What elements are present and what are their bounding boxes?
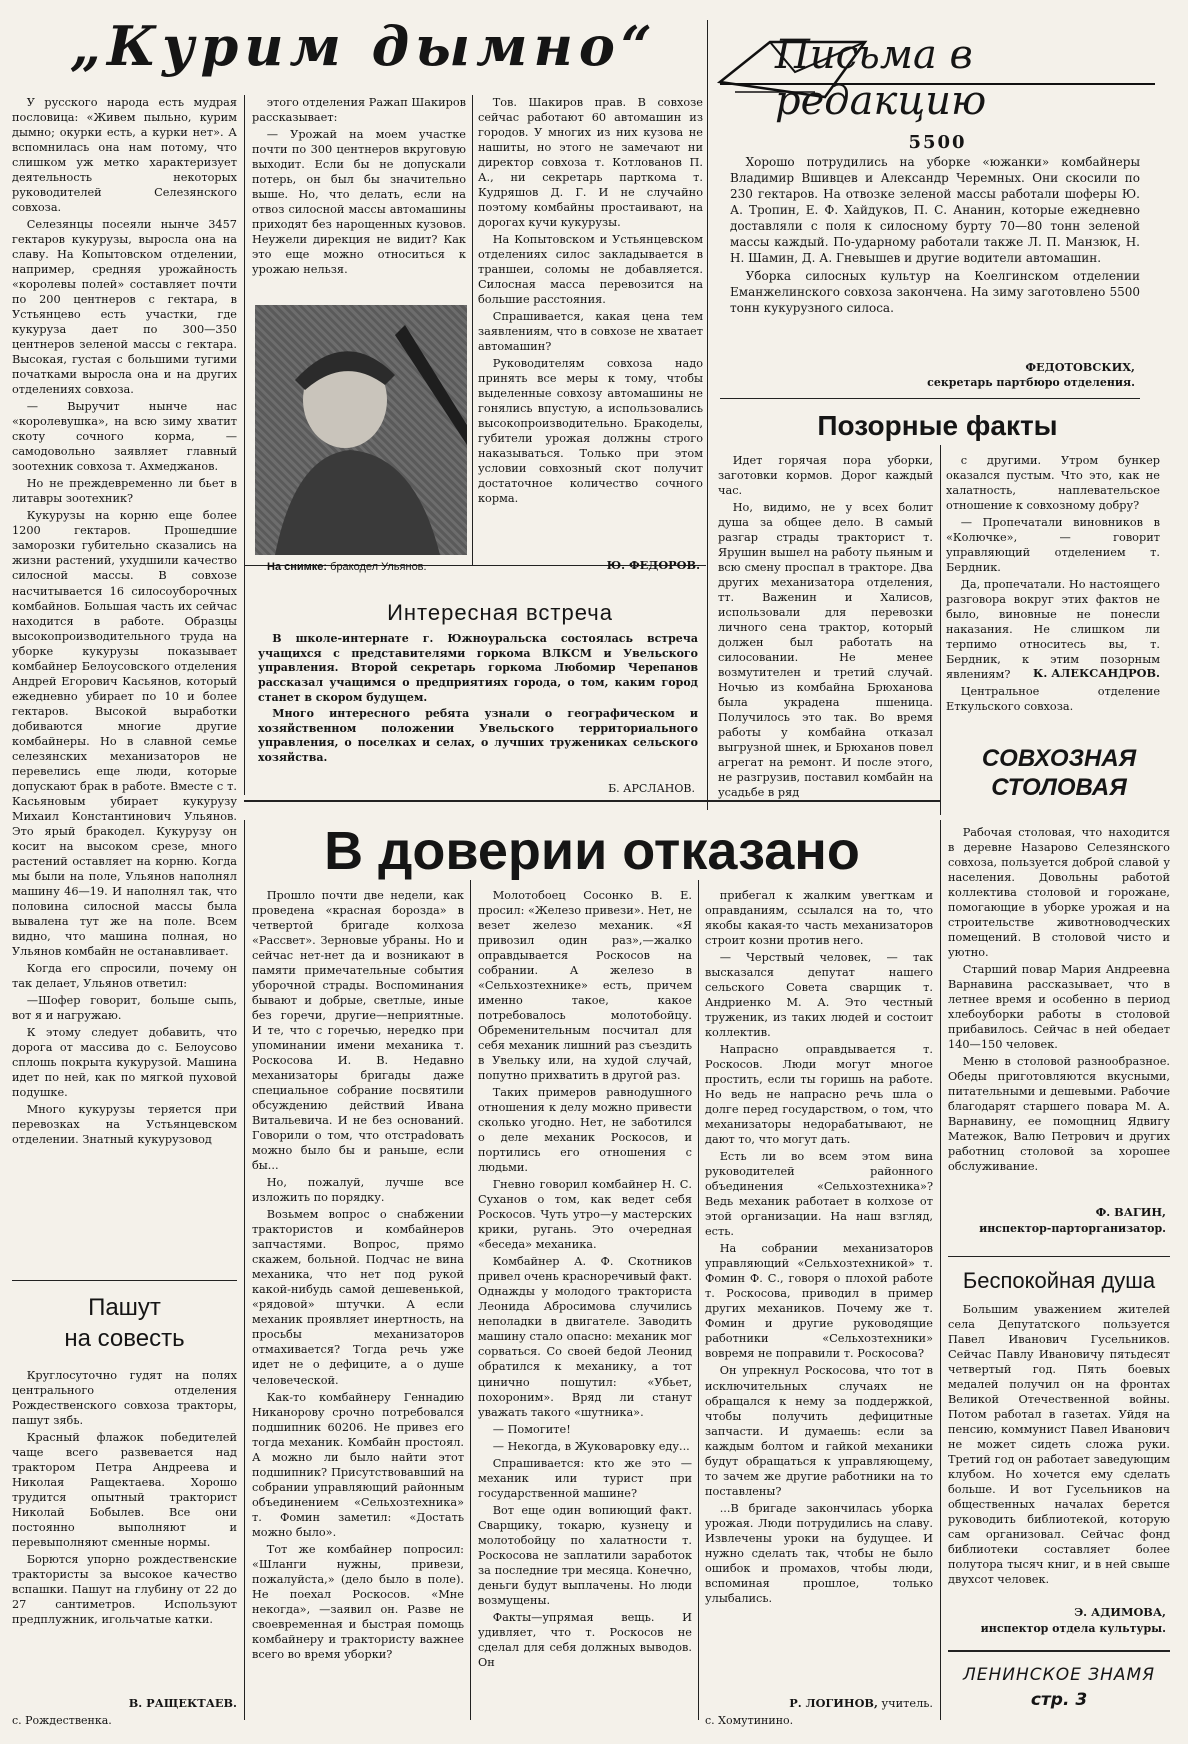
paragraph: Таких примеров равнодушного отношения к делу можно привести сколько угодно. Нет, не заботился о деле механик Роскосов, и портились его отношения с людьми. [478,1086,692,1175]
paragraph: Уборка силосных культур на Коелгинском отделении Еманжелинского совхоза закончена. На зиму заготовлено 5500 тонн кукурузного силоса. [730,268,1140,315]
section-divider [948,1256,1170,1257]
paragraph: Кукурузы на корню еще более 1200 гектаров. Прошедшие заморозки губительно сказались на жизни растений, ухудшили качество силосной массы. В совхозе насчитывается 16 силосоуборочных комбайнов. Большая часть их сейчас находится в работе. Образцы высокопроизводительного труда на уборке кукурузы показывает комбайнер Белоусовского отделения Андрей Егорович Касьянов, который ежедневно убирает по 10 и более гектаров. Высокой выработки добиваются многие другие комбайнеры. Но в славной семье селезянских механизаторов не перевелись еще люди, которые допускают брак в работе. Вместе с т. Касьяновым убирает кукурузу Михаил Константинович Ульянов. Это ярый бракодел. Кукурузу он косит на высоком срезе, много растений оставляет на корню. Когда мы были на поле, Ульянов наполнял машину 46—19. И наполнял так, что половина силосной массы была вывалена тут же на поле. Всем видно, что машина полная, но Ульянов комбайн не останавливает. [12,509,237,958]
paragraph: Возьмем вопрос о снабжении трактористов и комбайнеров запчастями. Вопрос, прямо скажем, больной. Подчас не вина механика, что нет под рукой какой-нибудь самой дешевенькой, «рядовой» штучки. А если механик проявляет инертность, на просьбы механизаторов отмахивается? Тогда речь уже идет не о дефиците, а о душе человеческой. [252,1208,464,1387]
section-divider [720,398,1140,399]
paragraph: Спрашивается: кто же это — механик или турист при государственной машине? [478,1456,692,1500]
paragraph: — Помогите! [492,1422,571,1436]
section-divider [12,1280,237,1281]
paragraph: — Выручит нынче нас «королевушка», на всю зиму хватит скоту сочного корма, — самодовольно заявляет главный зоотехник совхоза т. Ахмеджанов. [12,400,237,474]
paragraph: Тот же комбайнер попросил: «Шланги нужны, привези, пожалуйста,» (дело было в поле). Не поехал Роскосов. «Мне некогда», —заявил он. Разве не своевременная и быстрая помощь комбайнеру и трактористу важнее всего во время уборки? [252,1542,464,1661]
paragraph: Рабочая столовая, что находится в деревне Назарово Селезянского совхоза, пользуется доброй славой у населения. Довольны работой коллектива столовой и горожане, помогающие в уборке урожая и на строительстве животноводческих помещений. В столовой чисто и уютно. [948,826,1170,960]
column-rule [472,95,473,565]
paragraph: Но, пожалуй, лучше все изложить по порядку. [252,1176,464,1205]
paragraph: Прошло почти две недели, как проведена «красная борозда» в четвертой бригаде колхоза «Рассвет». Зерновые убраны. Но и сейчас нет-нет да и возникают в памяти примечательные события уборочной страды. Воспоминания бывают и добрые, светлые, иные без горечи, другие—неприятные. И те, что с горечью, нередко при упоминании имени механика т. Роскосова И. В. Недавно механизаторы бригады даже специальное собрание посвятили обсуждению действий Ивана Витальевича. И не без оснований. Говорили о том, что отстраdовать можно было бы и раньше, если бы... [252,889,464,1173]
article-pashut-title [12,1292,237,1354]
paragraph: Борются упорно рождественские трактористы за высокое качество вспашки. Пашут на глубину от 22 до 27 сантиметров. Используют предплужник, игольчатые катки. [12,1553,237,1627]
paragraph: Но не преждевременно ли бьет в литавры зоотехник? [12,477,237,506]
letters-headline: 5500 [908,132,967,153]
paragraph: —Шофер говорит, больше сыпь, вот я и нагружаю. [12,993,237,1022]
article-stolovaya-title [948,745,1170,803]
paragraph: Молотобоец Сосонко В. Е. просил: «Железо привези». Нет, не везет железо механик. «Я привозил один раз»,—жалко оправдывается Роскосов на собрании. А железо в «Сельхозтехнике» есть, причем именно такое, какое потребовалось молотобойцу. Обременительным посчитал для себя механик лишний раз съездить в Увельку или, на худой случай, попутно прихватить в другой раз. [478,889,693,1083]
photo-ulyanov [255,305,467,555]
article-doverie-col1 [252,888,464,1734]
signature-role: учитель. [881,1697,933,1710]
paragraph: Он упрекнул Роскосова, что тот в исключительных случаях не обращался к нему за поддержкой, чтобы получить дефицитные запчасти. И думаешь: если за каждым болтом и гайкой механики будут обращаться к управляющему, то зачем же другие работники на то поставлены? [705,1364,933,1498]
article-doverie-title: В доверии отказано [324,821,860,881]
article-stolovaya-body [948,825,1170,1200]
paragraph: Спрашивается, какая цена тем заявлениям, что в совхозе не хватает автомашин? [478,310,703,354]
footer-paper-name: ЛЕНИНСКОЕ ЗНАМЯ [962,1665,1156,1685]
letters-banner-title: Письма в редакцию [775,32,987,124]
column-rule [698,880,699,1720]
letters-signature: ФЕДОТОВСКИХ, [1025,360,1135,374]
paragraph: прибегал к жалким увerткам и оправданиям, ссылался на то, что якобы какая-то часть механизаторов строит козни против него. [705,889,933,948]
article-kurim-col1 [12,95,237,1280]
article-dusha-body [948,1302,1170,1602]
paragraph: На Копытовском и Устьянцевском отделениях силос закладывается в траншеи, соломы не добавляется. Силосная масса перевозится на большие расстояния. [478,233,703,307]
paragraph: Как-то комбайнеру Геннадию Никанорову срочно потребовался подшипник 60206. Не привез его тогда механик. Комбайн простоял. А можно ли было найти этот подшипник? Присутствовавший на собрании управляющий районным объединением «Сельхозтехника» т. Фомин заметил: «Достать можно было». [252,1390,464,1539]
article-dusha-signature: Э. АДИМОВА, [1074,1605,1166,1619]
paragraph: Красный флажок победителей чаще всего развевается над трактором Петра Андреева и Николая Ращектаева. Хорошо трудится опытный тракторист Николай Бобылев. Все они постоянно выполняют и перевыполняют сменные нормы. [12,1431,237,1550]
article-pashut-note: с. Рождественка. [12,1714,112,1727]
photo-caption [267,561,477,573]
title-line: Пашут [88,1294,161,1321]
column-rule [244,820,245,1720]
article-kurim-col2 [252,95,466,300]
photo-caption-lead: На снимке: [267,561,328,573]
paragraph: Руководителям совхоза надо принять все меры к тому, чтобы выделенные совхозу автомашины не гонялись впустую, а использовались высокопроизводительно. Бракоделы, губители урожая должны строго наказываться. Только при этом условии совхозный скот получит достаточное количество сочного корма. [478,357,703,506]
paragraph: Много кукурузы теряется при перевозках на Устьянцевском отделении. Знатный кукурузовод [12,1103,237,1147]
article-kurim-col3 [478,95,703,555]
paragraph: Есть ли во всем этом вина руководителей районного объединения «Сельхозтехника»? Ведь механик работает в колхозе от этой организации. На наш взгляд, есть. [705,1150,933,1239]
paragraph: Комбайнер А. Ф. Скотников привел очень красноречивый факт. Однажды у молодого тракториста Леонида Абросимова случились неполадки в двигателе. Заводить машину стало опасно: механик мог сорваться. Со своей бедой Леонид обратился к механику, а тот цинично пошутил: «Убьет, похороним». Вряд ли станут уважать такого «шутника». [478,1255,692,1419]
title-line: СТОЛОВАЯ [991,773,1127,801]
article-pashut-body [12,1368,237,1688]
paragraph: Вот еще один вопиющий факт. Сварщику, токарю, кузнецу и молотобойцу по халатности т. Роскосова не заплатили заработок за последние три месяца. Конечно, деньги будут выплачены. Но люди возмущены. [478,1503,692,1607]
article-vstrecha-title: Интересная встреча [387,600,613,625]
paragraph: ...В бригаде закончилась уборка урожая. Люди потрудились на славу. Извлечены уроки на будущее. И нужно сделать так, чтобы не было ошибок и промахов, чтобы люди, вспоминая прошлое, только улыбались. [705,1501,933,1605]
paragraph: — Некогда, в Жуковаровку еду... [492,1439,690,1453]
paragraph: Много интересного ребята узнали о географическом и хозяйственном положении Увельского территориального управления, о поселках и селах, о лучших тружениках сельского хозяйства. [258,707,698,764]
article-pozor-signature: К. АЛЕКСАНДРОВ. [1033,666,1160,680]
paragraph: Но, видимо, не у всех болит душа за общее дело. В самый разгар страды тракторист т. Ярушин вышел на работу пьяным и всю смену проспал в тракторе. Два других механизатора отделения, тт. Важенин и Халисов, использовали для перевозки личного сена трактор, который должен был работать на силосовании. Не менее возмутителен и третий случай. Ночью из комбайна Брюханова была украдена пшеница. Получилось это так. Во время работы у комбайна отказал выгрузной шнек, и Брюханов повел агрегат на ремонт. И после этого, не разгрузив, поставил комбайн на усадьбе в ряд [718,501,933,800]
article-doverie-col2 [478,888,692,1734]
paragraph: Тов. Шакиров прав. В совхозе сейчас работают 60 автомашин из городов. У многих из них кузова не нашиты, но этого не замечают ни директор совхоза т. Котлованов П. А., ни секретарь парткома т. Кудряшов Д. Г. И не случайно поэтому комбайны простаивают, на дорогах кучи кукурузы. [478,96,703,230]
article-doverie-col3 [705,888,933,1688]
article-doverie-note: с. Хомутинино. [705,1714,794,1727]
article-vstrecha-signature: Б. АРСЛАНОВ. [608,782,695,795]
article-pozor-title: Позорные факты [817,410,1058,441]
paragraph: Селезянцы посеяли нынче 3457 гектаров кукурузы, выросла она на славу. На Копытовском отделении, например, средняя урожайность «королевы полей» составляет почти по 200 центнеров с гектара, в Устьянцево есть участки, где кукуруза дает по 300—350 центнеров зеленой массы с гектара. Высокая, густая с большими тугими початками выросла она и на других отделениях совхоза. [12,218,237,397]
paragraph: Большим уважением жителей села Депутатского пользуется Павел Иванович Гусельников. Сейчас Павлу Ивановичу пятьдесят четвертый год. Пять боевых медалей получил он на фронтах Великой Отечественной войны. Потом работал в газетах. Уйдя на пенсию, коммунист Павел Иванович не может сидеть сложа руки. Третий год он работает заведующим клубом. Но хочется ему сделать больше. И вот Гусельников на общественных началах берется руководить библиотекой, которую сам организовал. Сейчас фонд библиотеки составляет более полутора тысяч книг, и в ней свыше двухсот человек. [948,1303,1170,1587]
paragraph: Идет горячая пора уборки, заготовки кормов. Дорог каждый час. [718,454,933,498]
article-pashut-signature: В. РАЩЕКТАЕВ. [128,1696,237,1710]
paragraph: Да, пропечатали. Но настоящего разговора вокруг этих фактов не было, виновные не понесли наказания. Не слишком ли терпимо относитесь вы, т. Бердник, к этим позорным явлениям? [946,578,1160,682]
article-pozor-col1 [718,453,933,803]
column-rule [940,445,941,815]
paragraph: Меню в столовой разнообразное. Обеды приготовляются вкусными, питательными и дешевыми. Рабочие благодарят старшего повара М. А. Варнавину, ее помощниц Ядвигу Матежок, Валю Петрович и других работниц столовой за хорошее обслуживание. [948,1055,1170,1174]
column-rule [244,95,245,795]
column-rule [940,820,941,1720]
paragraph: этого отделения Ражап Шакиров рассказывает: [252,96,466,125]
paragraph: Хорошо потрудились на уборке «южанки» комбайнеры Владимир Вшивцев и Александр Черемных. Они скосили по 230 гектаров. На отвозке зеленой массы работали шоферы Ю. А. Тропин, Е. Ф. Хайдуков, П. С. Ананин, которые ежедневно доставляли с поля к силосному бурту 70—80 тонн зеленой массы каждый. По-ударному работали также Л. П. Манзюк, Н. Н. Шамин, Д. А. Гневышев и другие водители автомашин. [730,155,1140,265]
article-stolovaya-signature-role: инспектор-парторганизатор. [979,1222,1166,1235]
paragraph: — Черствый человек, — так высказался депутат нашего сельского Совета сварщик т. Андриенко М. А. Это честный труженик, из таких людей и состоит коллектив. [705,951,933,1040]
column-rule [707,20,708,810]
paragraph: Напрасно оправдывается т. Роскосов. Люди могут многое простить, если ты горишь на работе. Но ведь не напрасно речь шла о долге перед государством, о том, что механизаторы недорабатывают, не дают то, что могут дать. [705,1043,933,1147]
paragraph: Когда его спросили, почему он так делает, Ульянов ответил: [12,961,237,990]
paragraph: У русского народа есть мудрая пословица: «Живем пыльно, курим дымно; окурки есть, а курки нет». А вспомнилась она нам потому, что слишком уж метко характеризует деятельность некоторых руководителей Селезянского совхоза. [12,96,237,215]
signature-name: Р. ЛОГИНОВ, [789,1696,878,1710]
letters-banner [715,22,1160,124]
photo-figure [255,305,467,555]
paragraph: В школе-интернате г. Южноуральска состоялась встреча учащихся с представителями горкома ВЛКСМ и Увельского управления. Второй секретарь горкома Любомир Черепанов рассказал учащимся о предприятиях города, о том, каким город станет в скором будущем. [258,632,698,704]
article-doverie-signature [705,1696,933,1710]
section-divider [948,1650,1170,1652]
letters-body [730,155,1140,365]
paragraph: Круглосуточно гудят на полях центрального отделения Рождественского совхоза тракторы, пашут зябь. [12,1369,237,1428]
column-rule [470,880,471,1720]
paragraph: К этому следует добавить, что дорога от массива до с. Белоусово сплошь покрыта кукурузой. Машина идет по ней, как по мягкой пуховой подушке. [12,1025,237,1100]
paragraph: На собрании механизаторов управляющий «Сельхозтехникой» т. Фомин Ф. С., говоря о плохой работе т. Роскосова, приводил в пример других механиков. Почему же т. Фомин и другие руководящие работники «Сельхозтехники» вовремя не поправили т. Роскосова? [705,1242,933,1361]
title-line: на совесть [64,1325,185,1353]
paragraph: с другими. Утром бункер оказался пустым. Что это, как не халатность, наплевательское отношение к совхозному добру? [946,454,1160,513]
footer-page-number: стр. 3 [1030,1690,1088,1710]
letters-signature-role: секретарь партбюро отделения. [927,376,1135,389]
article-kurim-title: „Курим дымно“ [70,14,658,78]
paragraph: Факты—упрямая вещь. И удивляет, что т. Роскосов не сделал для себя должных выводов. Он [478,1610,692,1669]
paragraph: — Урожай на моем участке почти по 300 центнеров вкруговую выходит. Если бы не допускали потерь, он был бы значительно выше. Но, что делать, если на отвоз силосной массы автомашины приходят без нарощенных кузовов. Неужели дирекция не видит? Как это еще можно относиться к урожаю нельзя. [252,128,466,277]
photo-caption-text: бракодел Ульянов. [330,561,427,573]
paragraph: Старший повар Мария Андреевна Варнавина рассказывает, что в летнее время и особенно в период хлебоуборки работы в столовой прибавилось. Сейчас в ней обедает 140—150 человек. [948,963,1170,1052]
paragraph: Гневно говорил комбайнер Н. С. Суханов о том, как ведет себя Роскосов. Чуть утро—у мастерских крики, ругань. Это очередная «беседа» механика. [478,1178,692,1252]
article-pozor-note: Центральное отделение Еткульского совхоза. [946,685,1160,714]
article-vstrecha-body [258,632,698,782]
title-line: СОВХОЗНАЯ [981,745,1137,772]
article-kurim-signature: Ю. ФЕДОРОВ. [606,558,700,572]
article-stolovaya-signature: Ф. ВАГИН, [1095,1205,1166,1219]
paragraph: — Пропечатали виновников в «Колючке», — говорит управляющий отделением т. Бердник. [946,516,1160,575]
article-dusha-title: Беспокойная душа [962,1268,1156,1293]
article-dusha-signature-role: инспектор отдела культуры. [980,1622,1166,1635]
